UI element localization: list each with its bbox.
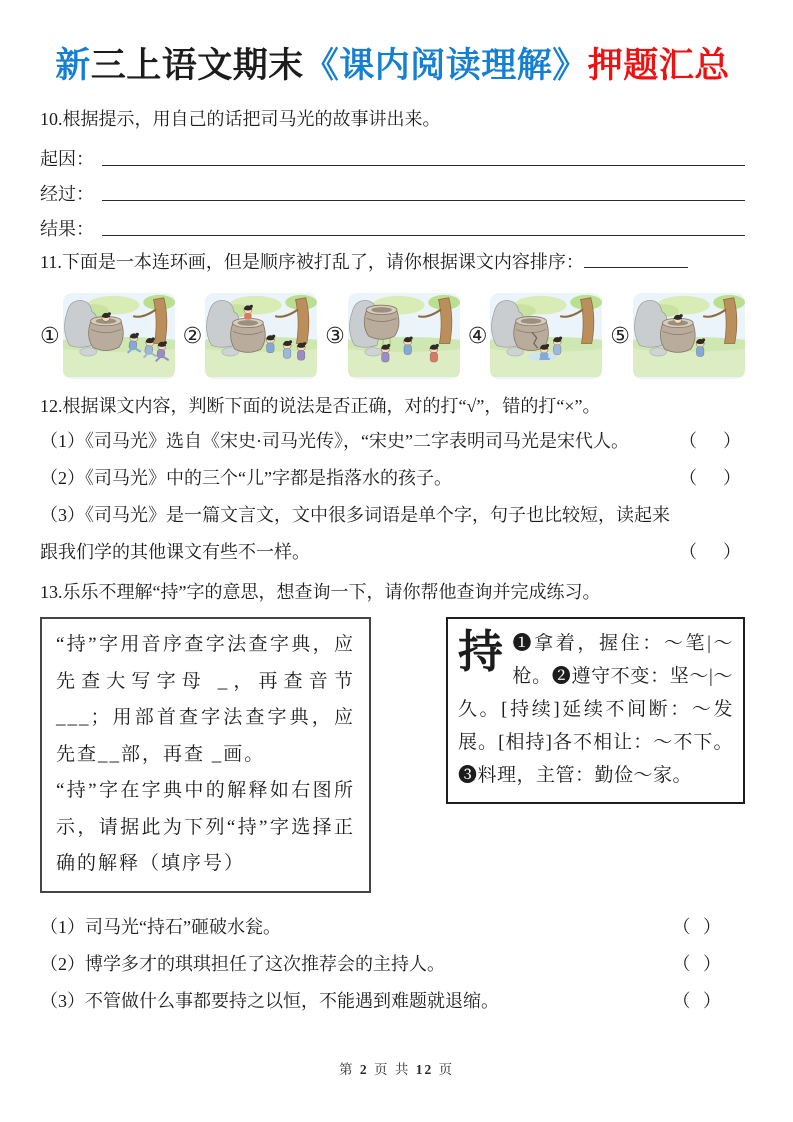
q12-item-2-text: （2）《司马光》中的三个“儿”字都是指落水的孩子。 bbox=[40, 468, 452, 488]
panel-number-2: ② bbox=[182, 323, 203, 349]
question-11-text: 下面是一本连环画，但是顺序被打乱了，请你根据课文内容排序： bbox=[61, 252, 584, 272]
q13-item-2-text: （2）博学多才的琪琪担任了这次推荐会的主持人。 bbox=[40, 953, 445, 974]
footer-mid2: 共 bbox=[394, 1062, 411, 1077]
panel-number-5: ⑤ bbox=[610, 323, 630, 349]
title-part-2: 三上语文期末 bbox=[90, 46, 304, 85]
page-title bbox=[40, 38, 745, 88]
question-11-number: 11. bbox=[40, 252, 62, 272]
question-12-number: 12. bbox=[40, 396, 63, 416]
question-10-text: 根据提示，用自己的话把司马光的故事讲出来。 bbox=[62, 109, 441, 129]
q10-cause-row bbox=[40, 136, 745, 171]
question-13 bbox=[40, 575, 745, 609]
footer-total-pages: 12 bbox=[415, 1062, 434, 1077]
q13-answer-paren-1[interactable]: （ ） bbox=[672, 916, 725, 937]
lookup-paragraph-2: “持”字在字典中的解释如右图所示，请据此为下列“持”字选择正确的解释（填序号） bbox=[56, 780, 355, 874]
comic-panel-1 bbox=[63, 293, 175, 379]
q12-answer-paren-3[interactable]: （ ） bbox=[679, 542, 745, 562]
comic-unit-2 bbox=[183, 293, 318, 379]
panel-number-1: ① bbox=[40, 323, 60, 349]
cause-answer-blank[interactable] bbox=[102, 165, 745, 166]
q13-item-3-text: （3）不管做什么事都要持之以恒，不能遇到难题就退缩。 bbox=[40, 990, 499, 1011]
q10-process-row bbox=[40, 171, 745, 206]
comic-unit-5 bbox=[610, 293, 745, 379]
q13-items bbox=[40, 909, 745, 1020]
q13-item-1-text: （1）司马光“持石”砸破水瓮。 bbox=[40, 916, 281, 937]
lookup-instruction-box bbox=[40, 617, 371, 893]
process-label: 经过： bbox=[40, 184, 94, 204]
title-part-4: 押题汇总 bbox=[587, 46, 730, 85]
q13-item-3 bbox=[40, 983, 745, 1020]
comic-panel-3 bbox=[348, 293, 460, 379]
title-part-1: 新 bbox=[55, 46, 91, 85]
cause-label: 起因： bbox=[40, 149, 94, 169]
comic-unit-1 bbox=[40, 293, 175, 379]
question-12 bbox=[40, 389, 745, 423]
result-answer-blank[interactable] bbox=[102, 235, 745, 236]
dictionary-headword: 持 bbox=[457, 627, 504, 677]
footer-suffix: 页 bbox=[438, 1062, 455, 1077]
q12-answer-paren-2[interactable]: （ ） bbox=[679, 468, 745, 488]
q13-item-2 bbox=[40, 946, 745, 983]
panel-number-3: ③ bbox=[325, 323, 345, 349]
q12-item-1-text: （1）《司马光》选自《宋史·司马光传》，“宋史”二字表明司马光是宋代人。 bbox=[40, 431, 629, 451]
dictionary-definition: ❶拿着，握住：～笔|～枪。❷遵守不变：坚～|～久。[持续]延续不间断：～发展。[相持]各不相让：～不下。❸料理，主管：勤俭～家。 bbox=[457, 633, 733, 786]
result-label: 结果： bbox=[40, 219, 94, 239]
comic-panel-4 bbox=[490, 293, 602, 379]
footer-current-page: 2 bbox=[359, 1062, 369, 1077]
q12-item-3 bbox=[40, 497, 745, 571]
lookup-paragraph-1: “持”字用音序查字法查字典，应先查大写字母 _，再查音节___；用部首查字法查字典，应先查__部，再查 _画。 bbox=[56, 634, 355, 765]
question-10 bbox=[40, 102, 745, 136]
q12-item-1 bbox=[40, 423, 745, 460]
question-13-text: 乐乐不理解“持”字的意思，想查询一下，请你帮他查询并完成练习。 bbox=[62, 582, 601, 602]
comic-panel-5 bbox=[633, 293, 745, 379]
q13-answer-paren-2[interactable]: （ ） bbox=[672, 953, 725, 974]
panel-number-4: ④ bbox=[467, 323, 488, 349]
q13-item-1 bbox=[40, 909, 745, 946]
q13-answer-paren-3[interactable]: （ ） bbox=[672, 990, 725, 1011]
title-part-3: 《课内阅读理解》 bbox=[303, 46, 588, 85]
comic-strip bbox=[40, 293, 745, 379]
q10-result-row bbox=[40, 206, 745, 241]
q11-answer-blank[interactable] bbox=[584, 249, 688, 268]
comic-unit-3 bbox=[325, 293, 460, 379]
question-12-text: 根据课文内容，判断下面的说法是否正确，对的打“√”，错的打“×”。 bbox=[62, 396, 601, 416]
question-10-number: 10. bbox=[40, 109, 63, 129]
dictionary-entry-box bbox=[446, 617, 745, 804]
comic-unit-4 bbox=[468, 293, 603, 379]
page-number-footer bbox=[0, 1058, 793, 1078]
footer-mid1: 页 bbox=[373, 1062, 390, 1077]
process-answer-blank[interactable] bbox=[102, 200, 745, 201]
q12-answer-paren-1[interactable]: （ ） bbox=[679, 431, 745, 451]
question-13-number: 13. bbox=[40, 582, 63, 602]
q13-boxes bbox=[40, 617, 745, 893]
q12-item-2 bbox=[40, 460, 745, 497]
q12-item-3-text: （3）《司马光》是一篇文言文，文中很多词语是单个字，句子也比较短，读起来跟我们学的其他课文有些不一样。 bbox=[40, 505, 670, 562]
comic-panel-2 bbox=[205, 293, 317, 379]
question-11 bbox=[40, 245, 745, 279]
footer-prefix: 第 bbox=[338, 1062, 355, 1077]
